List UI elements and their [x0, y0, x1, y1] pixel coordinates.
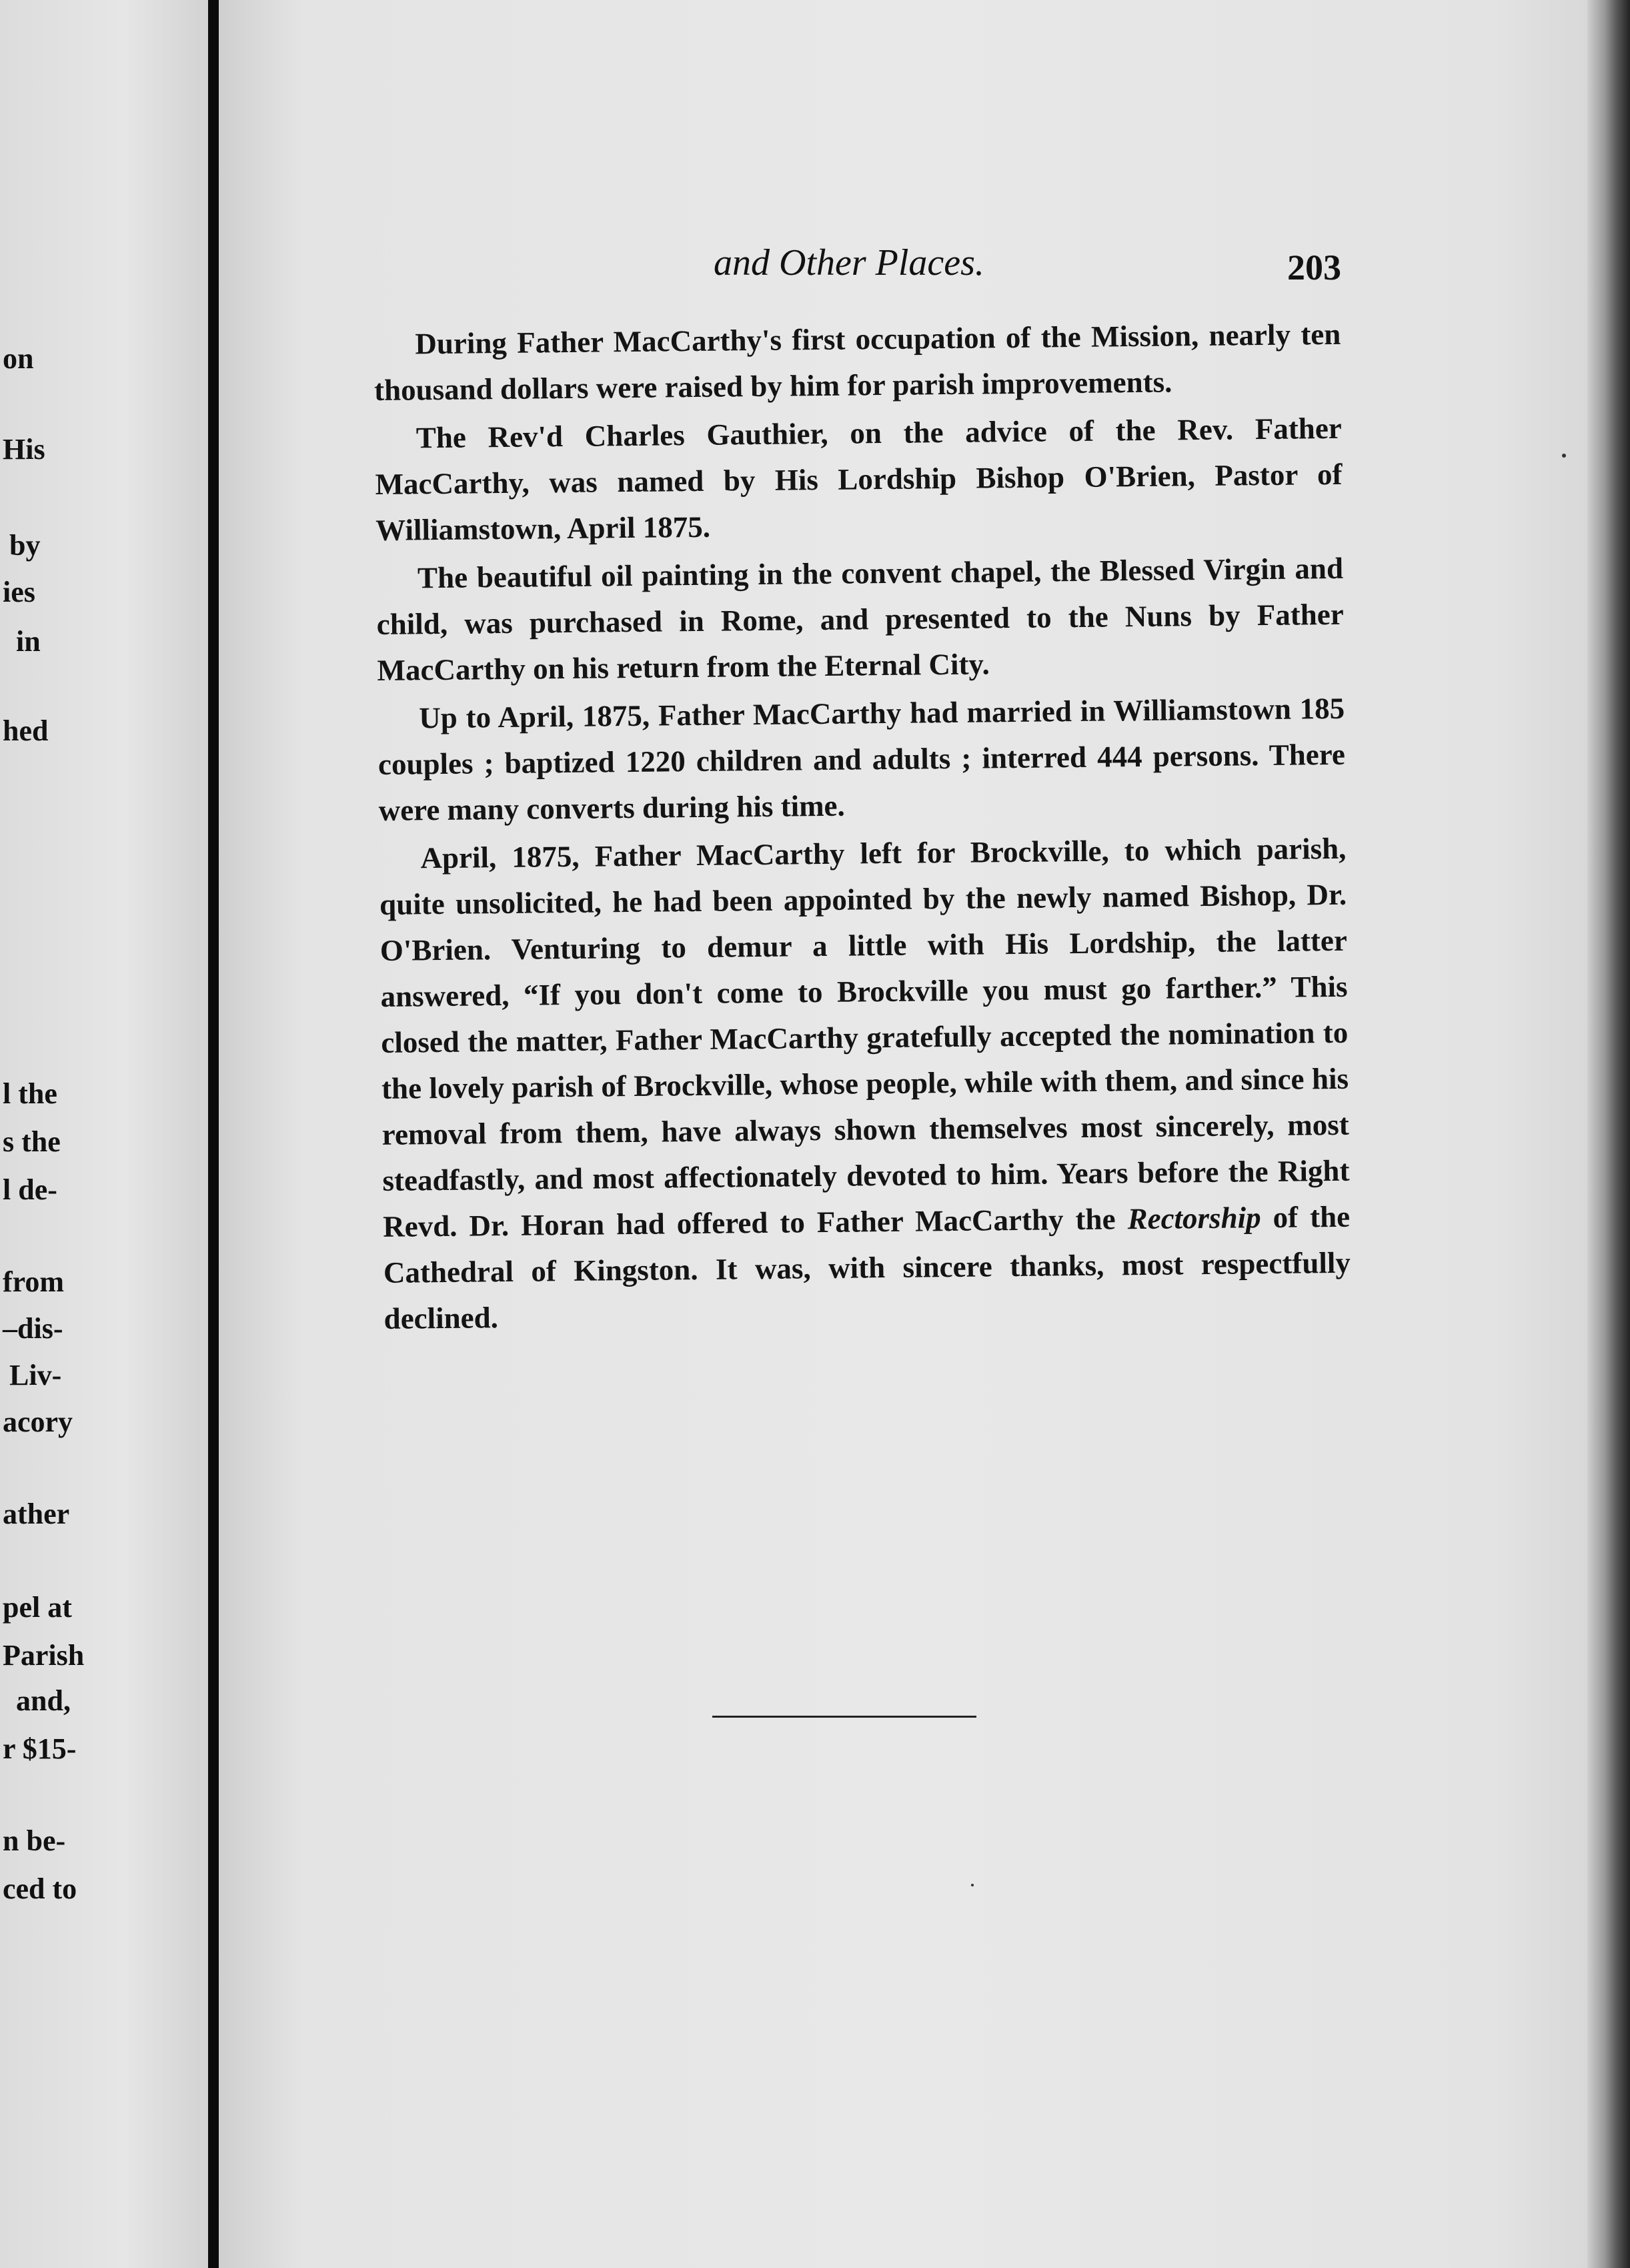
paragraph: The Rev'd Charles Gauthier, on the advice of the Rev. Father MacCarthy, was named by His Lordship Bishop O'Brien, Pastor of Williamstown, April 1875. — [375, 411, 1343, 547]
page-number: 203 — [1287, 247, 1341, 288]
italic-term: Rectorship — [1127, 1201, 1261, 1236]
left-facing-page — [0, 0, 208, 2268]
left-page-fragment: His — [3, 433, 45, 466]
left-page-fragment: hed — [3, 714, 49, 747]
left-page-fragment: pel at — [3, 1591, 72, 1624]
body-text — [373, 312, 1351, 1344]
left-page-fragment: ather — [3, 1498, 70, 1530]
scan-speck — [971, 1884, 974, 1886]
left-page-fragment: Liv- — [9, 1359, 62, 1391]
left-page-fragment: ced to — [3, 1872, 77, 1905]
left-page-fragment: r $15- — [3, 1732, 77, 1765]
left-page-fragment: l de- — [3, 1173, 57, 1206]
running-header-title: and Other Places. — [714, 242, 984, 284]
paragraph: Up to April, 1875, Father MacCarthy had married in Williamstown 185 couples ; baptized 1220 children and adults ; interred 444 persons. There were many converts during his time. — [377, 691, 1346, 827]
scan-speck — [1562, 454, 1566, 458]
paragraph-text: of the Cathedral of Kingston. It was, with sincere thanks, most respectfully declined. — [383, 1199, 1351, 1335]
left-page-fragment: from — [3, 1265, 65, 1298]
left-page-fragment: s the — [3, 1125, 61, 1158]
page-edge-shadow — [1587, 0, 1630, 2268]
paragraph: During Father MacCarthy's first occupation of the Mission, nearly ten thousand dollars were raised by him for parish improvements. — [373, 317, 1341, 407]
left-page-fragment: ies — [3, 576, 35, 608]
paragraph-text: April, 1875, Father MacCarthy left for Brockville, to which parish, quite unsolicited, he had been appointed by the newly named Bishop, Dr. O'Brien. Venturing to demur a little with His Lordship, the latter answered, “If you don't come to Brockville you must go farther.” This closed the matter, Father MacCarthy gratefully accepted the nomination to the lovely parish of Brockville, whose people, while with them, and since his removal from them, have always shown themselves most sincerely, most steadfastly, and most affectionately devoted to him. Years before the Right Revd. Dr. Horan had offered to Father MacCarthy the — [379, 831, 1350, 1243]
left-page-fragment: and, — [16, 1684, 71, 1717]
book-gutter — [208, 0, 219, 2268]
left-page-fragment: Parish — [3, 1639, 85, 1672]
left-page-fragment: by — [9, 529, 41, 562]
left-page-fragment: l the — [3, 1077, 57, 1110]
left-page-fragment: on — [3, 342, 34, 375]
paragraph: The beautiful oil painting in the convent chapel, the Blessed Virgin and child, was purchased in Rome, and presented to the Nuns by Father MacCarthy on his return from the Eternal City. — [376, 551, 1344, 687]
left-page-fragment: in — [16, 625, 41, 658]
paragraph — [379, 826, 1351, 1342]
left-page-fragment: acory — [3, 1405, 73, 1438]
section-end-rule — [712, 1716, 976, 1718]
left-page-fragment: –dis- — [3, 1312, 63, 1345]
left-page-fragment: n be- — [3, 1824, 66, 1857]
